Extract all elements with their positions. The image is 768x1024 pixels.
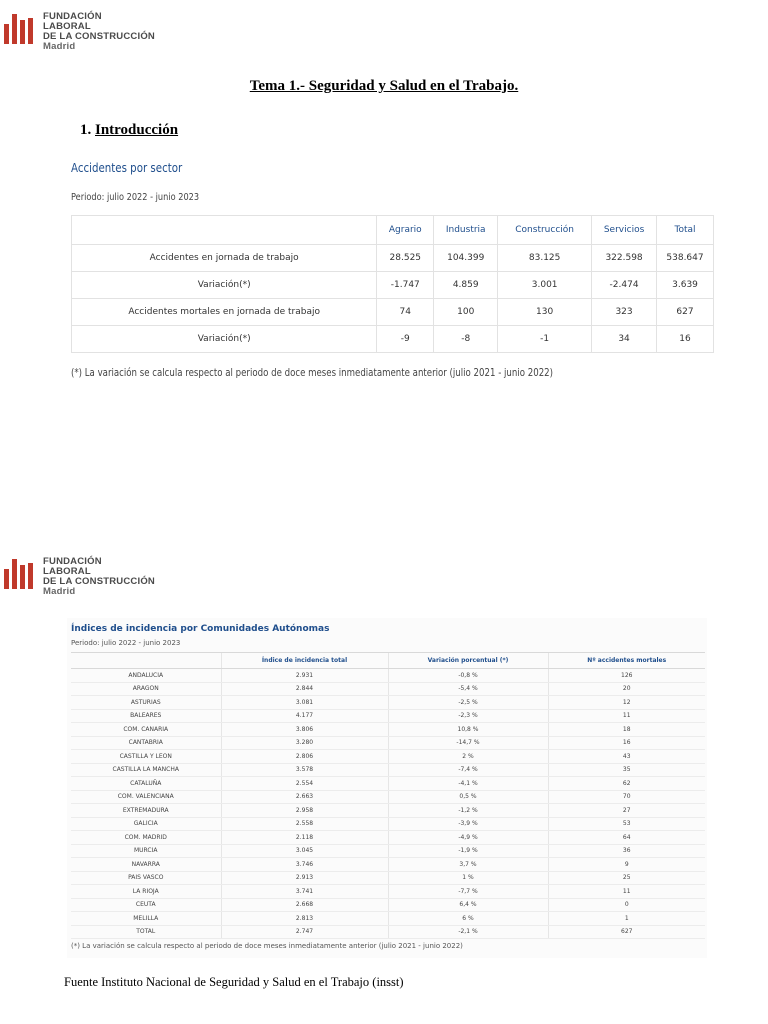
column-header <box>71 653 221 669</box>
row-label: COM. CANARIA <box>71 723 221 737</box>
table-cell: 627 <box>657 299 714 326</box>
table-cell: -4,1 % <box>388 777 548 791</box>
row-label: TOTAL <box>71 925 221 939</box>
logo-line: Madrid <box>43 41 76 52</box>
foundation-logo <box>0 557 155 597</box>
table-cell: 6 % <box>388 912 548 926</box>
table-row <box>72 245 714 272</box>
sector-table <box>71 215 714 353</box>
table-cell: 10,8 % <box>388 723 548 737</box>
table-cell: 16 <box>548 736 705 750</box>
table-cell: 3.741 <box>221 885 388 899</box>
table-cell: 2 % <box>388 750 548 764</box>
row-label: Variación(*) <box>72 272 377 299</box>
table-cell: 4.859 <box>434 272 498 299</box>
table-cell: 12 <box>548 696 705 710</box>
table-row <box>71 723 705 737</box>
row-label: BALEARES <box>71 709 221 723</box>
table-cell: 2.844 <box>221 682 388 696</box>
column-header: Industria <box>434 216 498 245</box>
row-label: NAVARRA <box>71 858 221 872</box>
section-label: Introducción <box>95 122 179 138</box>
table-cell: -3,9 % <box>388 817 548 831</box>
table-cell: -1.747 <box>377 272 434 299</box>
table-cell: 322.598 <box>592 245 657 272</box>
table-cell: -2,3 % <box>388 709 548 723</box>
table-row <box>71 898 705 912</box>
table-row <box>71 709 705 723</box>
table-cell: 3.578 <box>221 763 388 777</box>
table-cell: 36 <box>548 844 705 858</box>
table-row <box>71 736 705 750</box>
table-row <box>71 871 705 885</box>
table-cell: 25 <box>548 871 705 885</box>
table-cell: 6,4 % <box>388 898 548 912</box>
row-label: PAIS VASCO <box>71 871 221 885</box>
sector-period: Periodo: julio 2022 - junio 2023 <box>71 192 200 203</box>
table-cell: 2.747 <box>221 925 388 939</box>
table-cell: 2.958 <box>221 804 388 818</box>
row-label: EXTREMADURA <box>71 804 221 818</box>
logo-text <box>43 12 155 52</box>
logo-line: LABORAL <box>43 21 91 32</box>
table-row <box>72 272 714 299</box>
table-cell: 43 <box>548 750 705 764</box>
row-label: ARAGON <box>71 682 221 696</box>
table-row <box>71 858 705 872</box>
table-cell: 627 <box>548 925 705 939</box>
table-cell: -2,5 % <box>388 696 548 710</box>
table-cell: -2.474 <box>592 272 657 299</box>
table-row <box>71 844 705 858</box>
table-cell: 3,7 % <box>388 858 548 872</box>
logo-line: FUNDACIÓN <box>43 556 102 567</box>
table-cell: -4,9 % <box>388 831 548 845</box>
table-row <box>71 804 705 818</box>
source-note: Fuente Instituto Nacional de Seguridad y Salud en el Trabajo (insst) <box>64 975 404 989</box>
table-cell: 0,5 % <box>388 790 548 804</box>
logo-line: FUNDACIÓN <box>43 11 102 22</box>
table-cell: 2.913 <box>221 871 388 885</box>
table-header-row <box>72 216 714 245</box>
table-cell: 64 <box>548 831 705 845</box>
row-label: CASTILLA Y LEON <box>71 750 221 764</box>
table-cell: 28.525 <box>377 245 434 272</box>
row-label: ANDALUCIA <box>71 669 221 683</box>
row-label: CATALUÑA <box>71 777 221 791</box>
table-cell: 3.639 <box>657 272 714 299</box>
logo-line: DE LA CONSTRUCCIÓN <box>43 31 155 42</box>
table-row <box>72 326 714 353</box>
table-cell: 18 <box>548 723 705 737</box>
table-row <box>71 669 705 683</box>
table-cell: 2.558 <box>221 817 388 831</box>
sector-title: Accidentes por sector <box>71 160 183 175</box>
column-header: Nº accidentes mortales <box>548 653 705 669</box>
row-label: COM. MADRID <box>71 831 221 845</box>
table-row <box>71 885 705 899</box>
logo-text <box>43 557 155 597</box>
table-cell: 11 <box>548 885 705 899</box>
column-header: Construcción <box>498 216 592 245</box>
table-row <box>71 763 705 777</box>
table-cell: -7,4 % <box>388 763 548 777</box>
column-header <box>72 216 377 245</box>
table-cell: 2.663 <box>221 790 388 804</box>
table-cell: 4.177 <box>221 709 388 723</box>
table-cell: 2.931 <box>221 669 388 683</box>
table-row <box>71 831 705 845</box>
table-cell: 3.001 <box>498 272 592 299</box>
logo-line: LABORAL <box>43 566 91 577</box>
table-cell: 1 % <box>388 871 548 885</box>
table-cell: 74 <box>377 299 434 326</box>
table-cell: 3.081 <box>221 696 388 710</box>
table-cell: 35 <box>548 763 705 777</box>
table-cell: 70 <box>548 790 705 804</box>
table-row <box>71 777 705 791</box>
column-header: Total <box>657 216 714 245</box>
table-cell: -9 <box>377 326 434 353</box>
row-label: MURCIA <box>71 844 221 858</box>
incidence-footnote: (*) La variación se calcula respecto al periodo de doce meses inmediatamente anterior (julio 2021 - junio 2022) <box>71 942 463 950</box>
row-label: CASTILLA LA MANCHA <box>71 763 221 777</box>
table-cell: -2,1 % <box>388 925 548 939</box>
table-cell: -14,7 % <box>388 736 548 750</box>
table-row <box>71 750 705 764</box>
logo-line: Madrid <box>43 586 76 597</box>
table-cell: 27 <box>548 804 705 818</box>
column-header: Agrario <box>377 216 434 245</box>
table-cell: 126 <box>548 669 705 683</box>
row-label: GALICIA <box>71 817 221 831</box>
row-label: Accidentes en jornada de trabajo <box>72 245 377 272</box>
row-label: ASTURIAS <box>71 696 221 710</box>
incidence-title: Índices de incidencia por Comunidades Autónomas <box>71 624 330 634</box>
table-cell: -8 <box>434 326 498 353</box>
table-header-row <box>71 653 705 669</box>
table-cell: -1 <box>498 326 592 353</box>
column-header: Índice de incidencia total <box>221 653 388 669</box>
row-label: LA RIOJA <box>71 885 221 899</box>
table-cell: -0,8 % <box>388 669 548 683</box>
table-cell: 0 <box>548 898 705 912</box>
table-cell: 2.554 <box>221 777 388 791</box>
section-heading <box>80 122 178 139</box>
table-cell: 3.280 <box>221 736 388 750</box>
table-cell: 104.399 <box>434 245 498 272</box>
table-cell: 20 <box>548 682 705 696</box>
table-cell: 62 <box>548 777 705 791</box>
table-cell: 2.118 <box>221 831 388 845</box>
table-cell: 53 <box>548 817 705 831</box>
table-cell: 16 <box>657 326 714 353</box>
table-row <box>71 912 705 926</box>
section-number: 1. <box>80 122 92 138</box>
table-cell: 130 <box>498 299 592 326</box>
foundation-logo <box>0 12 155 52</box>
logo-bars-icon <box>4 559 33 589</box>
logo-line: DE LA CONSTRUCCIÓN <box>43 576 155 587</box>
table-cell: 2.813 <box>221 912 388 926</box>
table-cell: 538.647 <box>657 245 714 272</box>
table-cell: 1 <box>548 912 705 926</box>
table-cell: 323 <box>592 299 657 326</box>
document-title: Tema 1.- Seguridad y Salud en el Trabajo. <box>249 78 519 94</box>
table-row <box>71 682 705 696</box>
table-cell: -7,7 % <box>388 885 548 899</box>
table-row <box>71 817 705 831</box>
table-cell: 3.806 <box>221 723 388 737</box>
table-cell: 100 <box>434 299 498 326</box>
table-cell: -1,9 % <box>388 844 548 858</box>
row-label: MELILLA <box>71 912 221 926</box>
table-row <box>71 696 705 710</box>
table-cell: 3.045 <box>221 844 388 858</box>
row-label: COM. VALENCIANA <box>71 790 221 804</box>
row-label: Accidentes mortales en jornada de trabajo <box>72 299 377 326</box>
incidence-table <box>71 652 705 939</box>
table-row <box>72 299 714 326</box>
table-cell: 2.668 <box>221 898 388 912</box>
table-cell: 9 <box>548 858 705 872</box>
table-cell: -5,4 % <box>388 682 548 696</box>
column-header: Variación porcentual (*) <box>388 653 548 669</box>
table-cell: 83.125 <box>498 245 592 272</box>
table-cell: -1,2 % <box>388 804 548 818</box>
table-cell: 3.746 <box>221 858 388 872</box>
row-label: CANTABRIA <box>71 736 221 750</box>
table-cell: 11 <box>548 709 705 723</box>
column-header: Servicios <box>592 216 657 245</box>
logo-bars-icon <box>4 14 33 44</box>
row-label: CEUTA <box>71 898 221 912</box>
table-cell: 2.806 <box>221 750 388 764</box>
table-row <box>71 790 705 804</box>
table-cell: 34 <box>592 326 657 353</box>
sector-footnote: (*) La variación se calcula respecto al periodo de doce meses inmediatamente anterior (julio 2021 - junio 2022) <box>71 367 554 379</box>
row-label: Variación(*) <box>72 326 377 353</box>
incidence-figure <box>67 618 707 958</box>
table-row <box>71 925 705 939</box>
incidence-period: Periodo: julio 2022 - junio 2023 <box>71 639 181 647</box>
